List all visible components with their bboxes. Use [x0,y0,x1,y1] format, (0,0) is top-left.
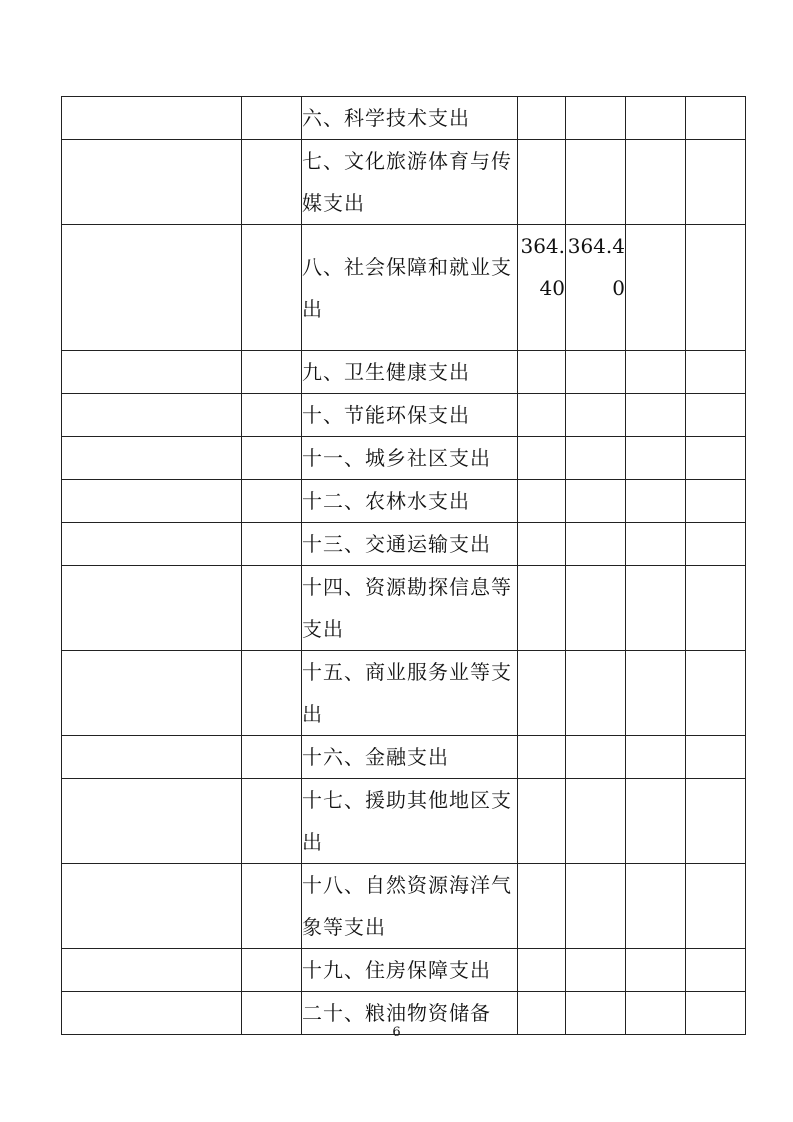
table-cell [62,225,242,351]
table-cell [686,949,746,992]
amount-cell [566,736,626,779]
table-cell [686,480,746,523]
table-cell [626,480,686,523]
amount-cell [518,437,566,480]
table-cell [626,351,686,394]
amount-cell [518,949,566,992]
expenditure-item: 十、节能环保支出 [302,394,518,437]
table-cell [242,651,302,736]
expenditure-item: 十九、住房保障支出 [302,949,518,992]
table-cell [686,779,746,864]
table-cell [626,140,686,225]
table-row [62,351,746,394]
amount-cell [566,523,626,566]
table-cell [62,566,242,651]
table-cell [242,480,302,523]
table-cell [242,351,302,394]
amount-cell [518,779,566,864]
expenditure-item: 十一、城乡社区支出 [302,437,518,480]
expenditure-item: 十二、农林水支出 [302,480,518,523]
table-cell [686,437,746,480]
amount-cell [518,351,566,394]
table-cell [626,566,686,651]
table-cell [686,864,746,949]
expenditure-item: 十七、援助其他地区支出 [302,779,518,864]
table-cell [62,864,242,949]
expenditure-item: 八、社会保障和就业支出 [302,225,518,351]
table-cell [62,651,242,736]
table-cell [686,566,746,651]
table-cell [242,97,302,140]
table-cell [686,736,746,779]
table-cell [62,949,242,992]
table-row [62,779,746,864]
amount-cell [566,437,626,480]
table-cell [686,351,746,394]
table-cell [626,949,686,992]
amount-cell [518,864,566,949]
table-cell [626,864,686,949]
table-row [62,566,746,651]
table-cell [62,736,242,779]
table-cell [62,394,242,437]
table-cell [242,566,302,651]
table-cell [626,651,686,736]
table-cell [242,437,302,480]
table-row [62,864,746,949]
table-cell [686,523,746,566]
table-cell [242,523,302,566]
amount-cell [518,480,566,523]
expenditure-item: 二十、粮油物资储备 [302,992,518,1035]
amount-cell [566,351,626,394]
table-cell [62,480,242,523]
amount-cell [518,394,566,437]
amount-cell [566,394,626,437]
amount-cell: 364.40 [566,225,626,351]
table-cell [626,225,686,351]
amount-cell [518,97,566,140]
table-row [62,394,746,437]
table-cell [242,394,302,437]
amount-cell [566,140,626,225]
amount-cell [518,736,566,779]
table-row [62,225,746,351]
amount-cell [518,566,566,651]
amount-cell [518,523,566,566]
expenditure-item: 十八、自然资源海洋气象等支出 [302,864,518,949]
amount-cell [566,480,626,523]
table-cell [686,225,746,351]
table-row [62,523,746,566]
table-cell [242,864,302,949]
table-cell [242,225,302,351]
budget-table [61,96,746,1035]
expenditure-item: 十五、商业服务业等支出 [302,651,518,736]
table-cell [62,437,242,480]
amount-cell [566,97,626,140]
amount-cell [566,566,626,651]
table-cell [242,949,302,992]
expenditure-item: 十三、交通运输支出 [302,523,518,566]
table-cell [686,651,746,736]
table-cell [242,736,302,779]
table-row [62,651,746,736]
amount-cell [518,140,566,225]
table-row [62,480,746,523]
page-number: 6 [392,1025,401,1040]
table-cell [626,779,686,864]
expenditure-item: 六、科学技术支出 [302,97,518,140]
table-row [62,97,746,140]
table-cell [242,140,302,225]
amount-cell [518,651,566,736]
table-cell [686,97,746,140]
table-cell [62,523,242,566]
expenditure-item: 十四、资源勘探信息等支出 [302,566,518,651]
table-cell [626,97,686,140]
table-row [62,736,746,779]
table-row [62,949,746,992]
table-cell [62,779,242,864]
amount-cell [566,779,626,864]
table-cell [626,736,686,779]
table-cell [686,140,746,225]
table-cell [62,97,242,140]
table-row [62,437,746,480]
table-cell [62,351,242,394]
expenditure-item: 七、文化旅游体育与传媒支出 [302,140,518,225]
table-cell [626,394,686,437]
expenditure-item: 十六、金融支出 [302,736,518,779]
expenditure-item: 九、卫生健康支出 [302,351,518,394]
table-cell [62,140,242,225]
amount-cell [566,949,626,992]
table-cell [626,437,686,480]
table-cell [242,779,302,864]
table-cell [626,523,686,566]
amount-cell [566,864,626,949]
table-cell [686,394,746,437]
amount-cell: 364.40 [518,225,566,351]
amount-cell [566,651,626,736]
table-row [62,140,746,225]
